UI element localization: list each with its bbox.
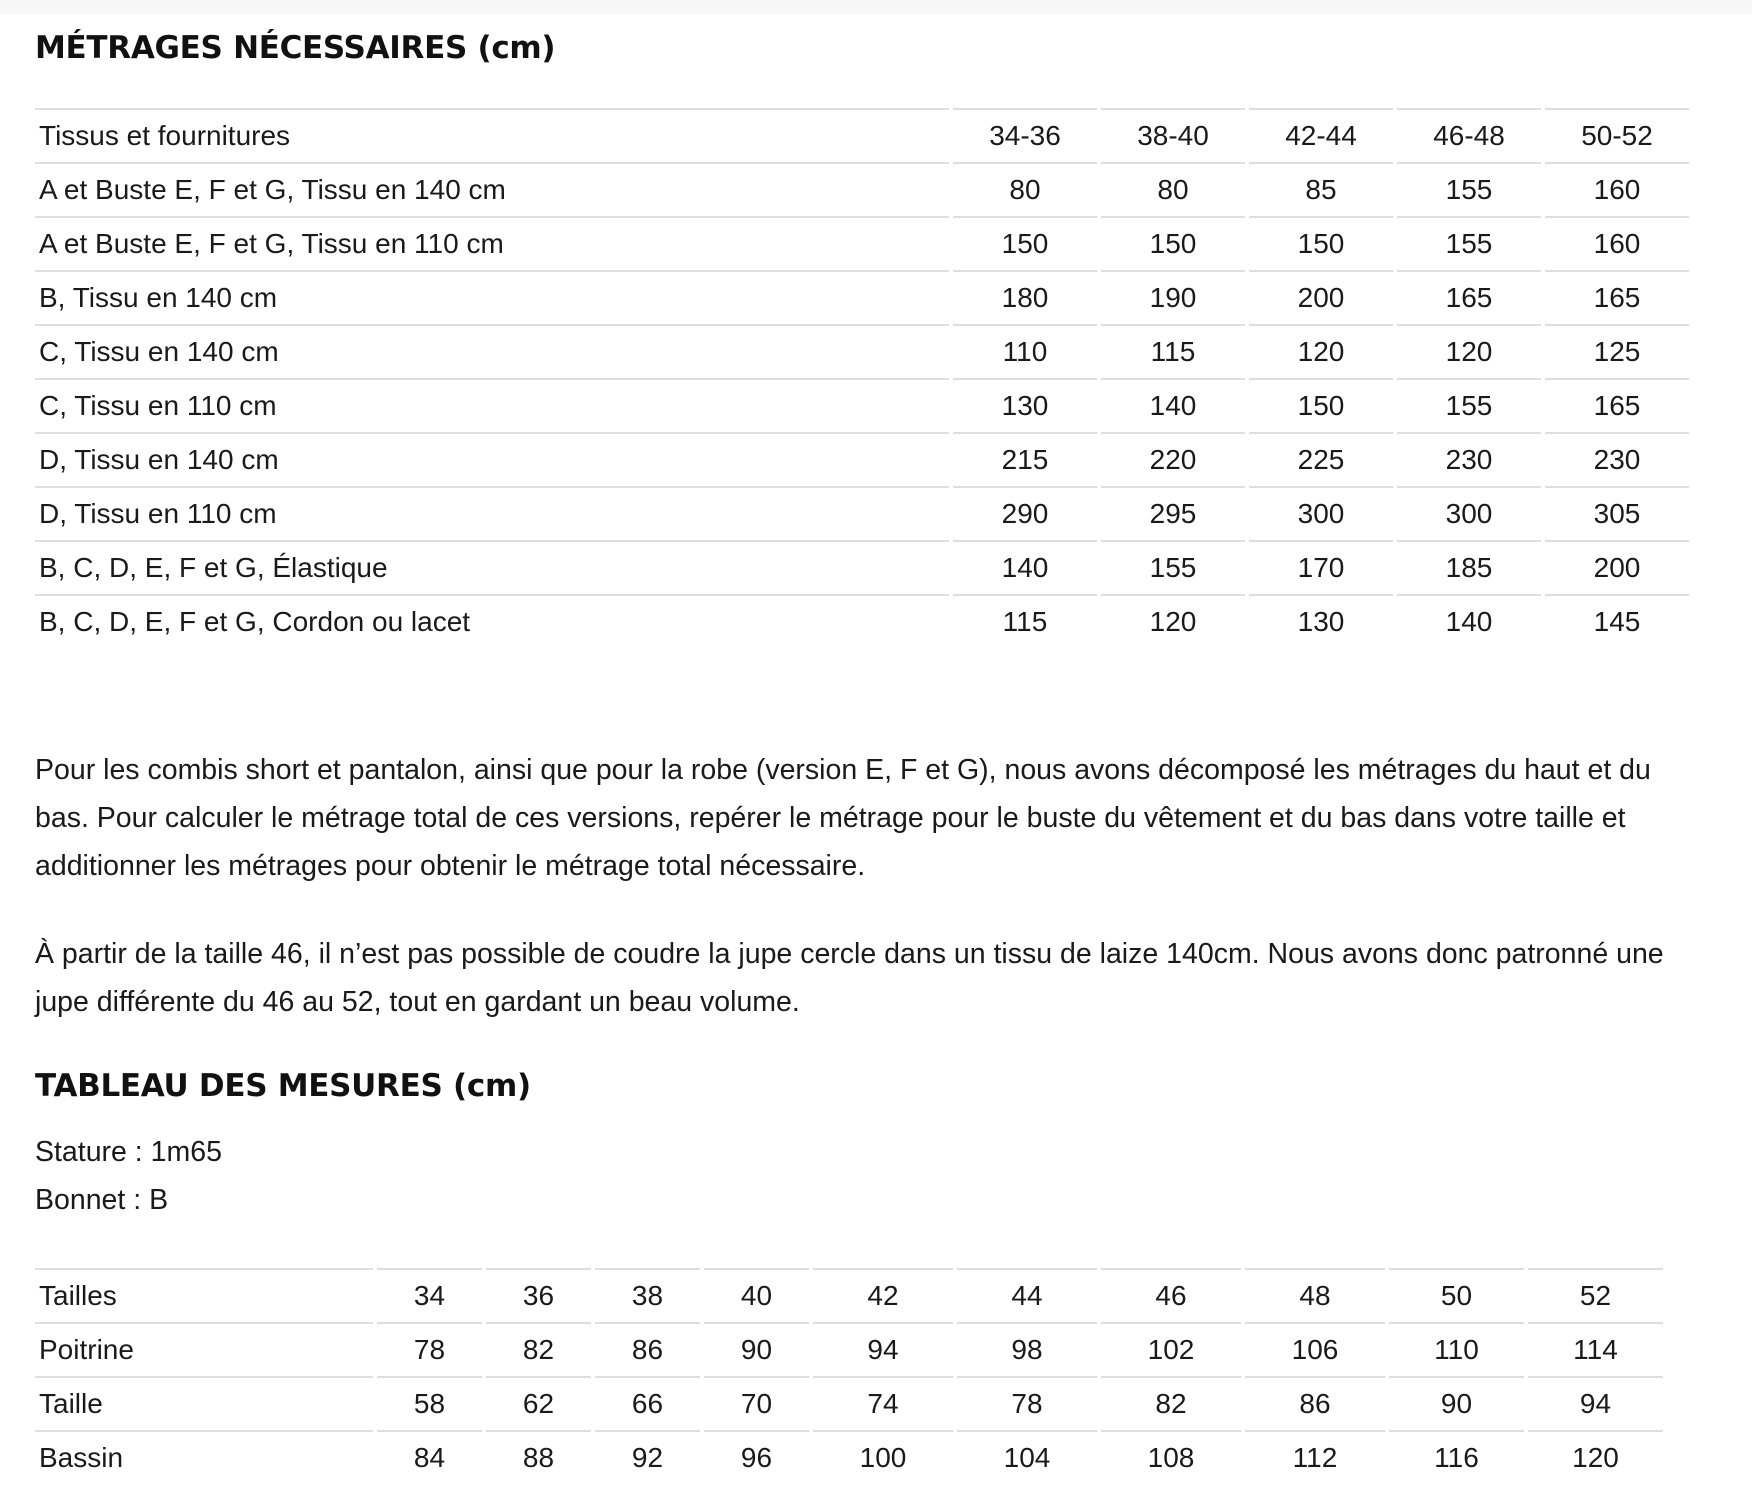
table-row bbox=[35, 594, 1689, 648]
table-cell: 140 bbox=[1101, 378, 1245, 432]
table-row bbox=[35, 1376, 1663, 1430]
paragraph-decomposition: Pour les combis short et pantalon, ainsi que pour la robe (version E, F et G), nous avons décomposé les métrages du haut et du bas. Pour calculer le métrage total de ces versions, repérer le métrage pour le buste du vêtement et du bas dans votre taille et additionner les métrages pour obtenir le métrage total nécessaire. bbox=[35, 754, 1651, 882]
table-cell: 78 bbox=[377, 1322, 482, 1376]
table-row bbox=[35, 1322, 1663, 1376]
table-cell: 82 bbox=[1101, 1376, 1241, 1430]
row-label: Taille bbox=[35, 1376, 373, 1430]
table-cell: 112 bbox=[1245, 1430, 1385, 1484]
stature-line: Stature : 1m65 bbox=[35, 1136, 222, 1168]
table-cell: 108 bbox=[1101, 1430, 1241, 1484]
mesures-title: TABLEAU DES MESURES (cm) bbox=[35, 1068, 531, 1104]
table-cell: 82 bbox=[486, 1322, 591, 1376]
table-cell: 115 bbox=[953, 594, 1097, 648]
table-cell: 52 bbox=[1528, 1268, 1663, 1322]
table-cell: 80 bbox=[1101, 162, 1245, 216]
table-cell: 86 bbox=[595, 1322, 700, 1376]
table-cell: 150 bbox=[953, 216, 1097, 270]
table-cell: 155 bbox=[1397, 378, 1541, 432]
table-cell: 140 bbox=[953, 540, 1097, 594]
table-cell: 50-52 bbox=[1545, 108, 1689, 162]
table-cell: 120 bbox=[1101, 594, 1245, 648]
metrages-title: MÉTRAGES NÉCESSAIRES (cm) bbox=[35, 30, 556, 66]
table-row bbox=[35, 324, 1689, 378]
mesures-header-row bbox=[35, 1268, 1663, 1322]
row-label: C, Tissu en 110 cm bbox=[35, 378, 949, 432]
table-cell: 185 bbox=[1397, 540, 1541, 594]
table-row bbox=[35, 486, 1689, 540]
table-cell: 78 bbox=[957, 1376, 1097, 1430]
row-label: Tailles bbox=[35, 1268, 373, 1322]
table-cell: 120 bbox=[1397, 324, 1541, 378]
table-cell: 36 bbox=[486, 1268, 591, 1322]
table-cell: 88 bbox=[486, 1430, 591, 1484]
table-cell: 34-36 bbox=[953, 108, 1097, 162]
table-cell: 160 bbox=[1545, 216, 1689, 270]
row-label: A et Buste E, F et G, Tissu en 110 cm bbox=[35, 216, 949, 270]
table-cell: 104 bbox=[957, 1430, 1097, 1484]
table-cell: 190 bbox=[1101, 270, 1245, 324]
table-cell: 46 bbox=[1101, 1268, 1241, 1322]
table-row bbox=[35, 432, 1689, 486]
table-cell: 165 bbox=[1545, 378, 1689, 432]
table-cell: 42-44 bbox=[1249, 108, 1393, 162]
table-cell: 110 bbox=[1389, 1322, 1524, 1376]
table-cell: 145 bbox=[1545, 594, 1689, 648]
table-cell: 94 bbox=[813, 1322, 953, 1376]
table-cell: 34 bbox=[377, 1268, 482, 1322]
row-label: Bassin bbox=[35, 1430, 373, 1484]
row-label: Poitrine bbox=[35, 1322, 373, 1376]
table-cell: 290 bbox=[953, 486, 1097, 540]
bonnet-line: Bonnet : B bbox=[35, 1184, 169, 1216]
table-cell: 165 bbox=[1397, 270, 1541, 324]
table-cell: 74 bbox=[813, 1376, 953, 1430]
table-cell: 305 bbox=[1545, 486, 1689, 540]
table-row bbox=[35, 378, 1689, 432]
table-cell: 66 bbox=[595, 1376, 700, 1430]
row-label: A et Buste E, F et G, Tissu en 140 cm bbox=[35, 162, 949, 216]
table-cell: 160 bbox=[1545, 162, 1689, 216]
table-cell: 70 bbox=[704, 1376, 809, 1430]
table-cell: 155 bbox=[1397, 162, 1541, 216]
top-bar bbox=[0, 0, 1752, 14]
table-cell: 85 bbox=[1249, 162, 1393, 216]
table-cell: 38-40 bbox=[1101, 108, 1245, 162]
table-cell: 225 bbox=[1249, 432, 1393, 486]
metrages-table bbox=[31, 108, 1693, 648]
table-cell: 110 bbox=[953, 324, 1097, 378]
table-cell: 150 bbox=[1101, 216, 1245, 270]
table-cell: 300 bbox=[1249, 486, 1393, 540]
table-cell: 116 bbox=[1389, 1430, 1524, 1484]
row-label: B, Tissu en 140 cm bbox=[35, 270, 949, 324]
page-content bbox=[35, 20, 1705, 1484]
table-cell: 50 bbox=[1389, 1268, 1524, 1322]
table-cell: 230 bbox=[1545, 432, 1689, 486]
table-cell: 230 bbox=[1397, 432, 1541, 486]
table-cell: 215 bbox=[953, 432, 1097, 486]
table-cell: 180 bbox=[953, 270, 1097, 324]
table-cell: 80 bbox=[953, 162, 1097, 216]
row-label: B, C, D, E, F et G, Élastique bbox=[35, 540, 949, 594]
table-cell: 106 bbox=[1245, 1322, 1385, 1376]
table-row bbox=[35, 162, 1689, 216]
table-cell: 44 bbox=[957, 1268, 1097, 1322]
table-cell: 165 bbox=[1545, 270, 1689, 324]
table-cell: 115 bbox=[1101, 324, 1245, 378]
table-cell: 84 bbox=[377, 1430, 482, 1484]
table-cell: 155 bbox=[1101, 540, 1245, 594]
table-cell: 200 bbox=[1545, 540, 1689, 594]
mesures-table bbox=[31, 1268, 1667, 1484]
row-label: B, C, D, E, F et G, Cordon ou lacet bbox=[35, 594, 949, 648]
table-cell: 300 bbox=[1397, 486, 1541, 540]
row-label: D, Tissu en 140 cm bbox=[35, 432, 949, 486]
table-cell: 96 bbox=[704, 1430, 809, 1484]
table-cell: 90 bbox=[1389, 1376, 1524, 1430]
table-cell: 140 bbox=[1397, 594, 1541, 648]
table-cell: 150 bbox=[1249, 216, 1393, 270]
table-cell: 42 bbox=[813, 1268, 953, 1322]
table-cell: 48 bbox=[1245, 1268, 1385, 1322]
table-cell: 40 bbox=[704, 1268, 809, 1322]
table-cell: 90 bbox=[704, 1322, 809, 1376]
table-cell: 130 bbox=[953, 378, 1097, 432]
table-cell: 46-48 bbox=[1397, 108, 1541, 162]
table-cell: 114 bbox=[1528, 1322, 1663, 1376]
table-cell: 200 bbox=[1249, 270, 1393, 324]
table-cell: 170 bbox=[1249, 540, 1393, 594]
table-cell: 100 bbox=[813, 1430, 953, 1484]
table-cell: 130 bbox=[1249, 594, 1393, 648]
table-cell: 62 bbox=[486, 1376, 591, 1430]
table-cell: 295 bbox=[1101, 486, 1245, 540]
table-row bbox=[35, 1430, 1663, 1484]
row-label: D, Tissu en 110 cm bbox=[35, 486, 949, 540]
table-cell: 58 bbox=[377, 1376, 482, 1430]
row-label: C, Tissu en 140 cm bbox=[35, 324, 949, 378]
table-cell: 98 bbox=[957, 1322, 1097, 1376]
table-cell: 120 bbox=[1249, 324, 1393, 378]
table-row bbox=[35, 540, 1689, 594]
table-cell: 94 bbox=[1528, 1376, 1663, 1430]
table-row bbox=[35, 270, 1689, 324]
table-cell: 38 bbox=[595, 1268, 700, 1322]
table-cell: 155 bbox=[1397, 216, 1541, 270]
table-cell: 92 bbox=[595, 1430, 700, 1484]
paragraph-jupe-cercle: À partir de la taille 46, il n’est pas possible de coudre la jupe cercle dans un tissu de laize 140cm. Nous avons donc patronné une jupe différente du 46 au 52, tout en gardant un beau volume. bbox=[35, 938, 1664, 1018]
table-cell: 150 bbox=[1249, 378, 1393, 432]
table-row bbox=[35, 216, 1689, 270]
table-cell: 125 bbox=[1545, 324, 1689, 378]
row-label: Tissus et fournitures bbox=[35, 108, 949, 162]
table-cell: 120 bbox=[1528, 1430, 1663, 1484]
table-cell: 220 bbox=[1101, 432, 1245, 486]
metrages-header-row bbox=[35, 108, 1689, 162]
table-cell: 102 bbox=[1101, 1322, 1241, 1376]
table-cell: 86 bbox=[1245, 1376, 1385, 1430]
